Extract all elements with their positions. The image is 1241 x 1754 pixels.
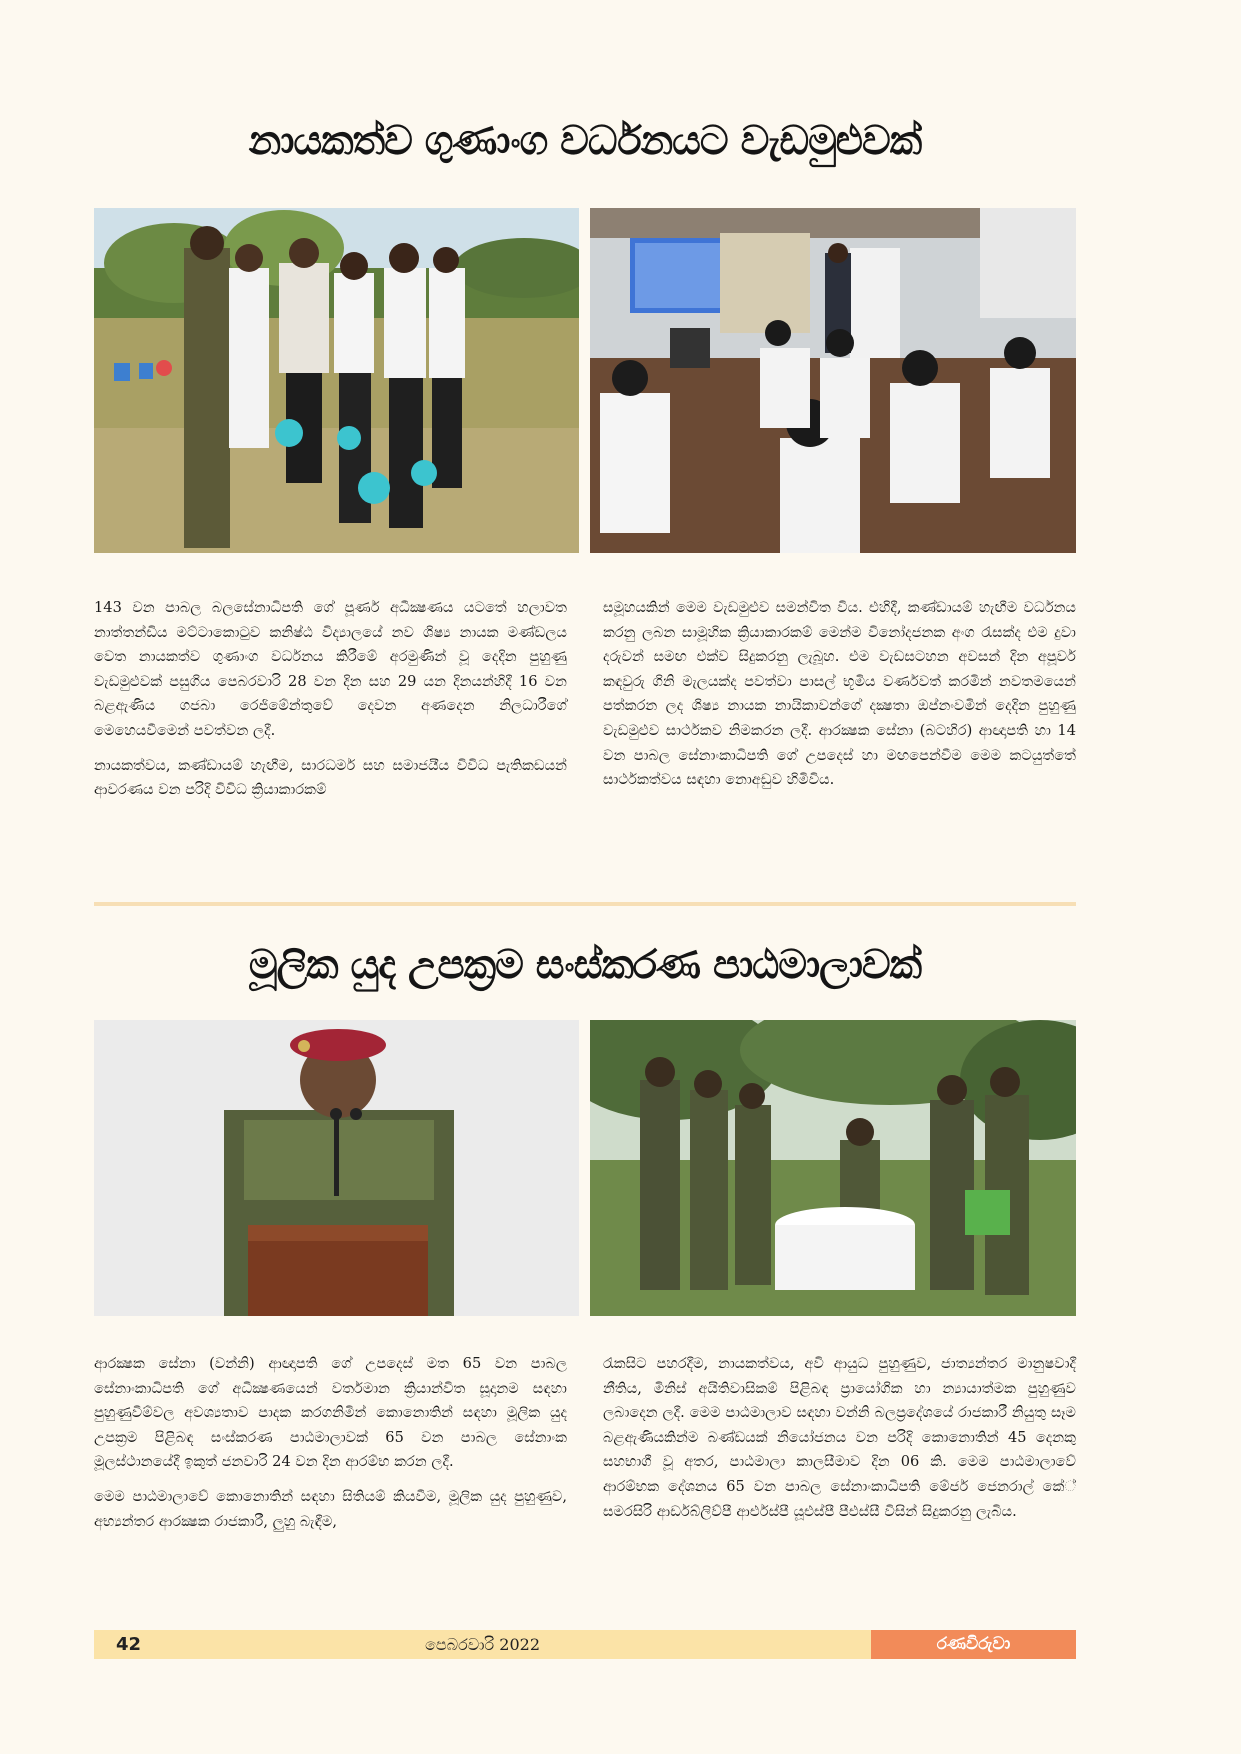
photo-field-training bbox=[590, 1020, 1076, 1316]
article1-paragraph: නායකත්වය, කණ්ඩායම් හැඟීම, සාරධර්ම සහ සමාජයීය විවිධ පැතිකඩයන් ආවරණය වන පරිදි විවිධ ක්‍රියාකාරකම් bbox=[94, 756, 567, 799]
page-footer bbox=[94, 1630, 1076, 1659]
section-divider bbox=[94, 902, 1076, 906]
photo-officer-speech bbox=[94, 1020, 579, 1316]
article1-paragraph: සමූහයකින් මෙම වැඩමුළුව සමන්විත විය. එහිදී, කණ්ඩායම් හැඟීම වර්ධනය කරනු ලබන සාමූහික ක්‍රියාකාරකම් මෙන්ම විනෝදජනක අංග රැසක්ද එම දුවා දරුවන් සමඟ එක්ව සිදුකරනු ලැබූහ. එම වැඩසටහන අවසන් දින අපූර්ව කඳවුරු ගිනි මැලයක්ද පවත්වා පාසල් භූමිය වර්ණවත් කරමින් නවතමයෙන් පත්කරන ලද ශිෂ්‍ය නායක නායිකාවන්ගේ දක්‍ෂතා ඔප්නංවමින් දෙදින පුහුණු වැඩමුළුව සාර්ථකව නිමකරන ලදී. ආරක්‍ෂක සේනා (බටහිර) ආඥාපති හා 14 වන පාබල සේනාංකාධිපති ගේ උපදෙස් හා මඟපෙන්වීම මෙම කටයුත්තේ සාර්ථකත්වය සඳහා නොඅඩුව හිමිවිය. bbox=[603, 599, 1076, 789]
issue-date: පෙබරවාරි 2022 bbox=[424, 1635, 541, 1654]
article2-title: මූලික යුද උපක්‍රම සංස්කරණ පාඨමාලාවක් bbox=[248, 942, 922, 988]
article1-paragraph: 143 වන පාබල බලසේනාධිපති ගේ පූර්ණ අධීක්‍ෂණය යටතේ හලාවත නාත්තන්ඩිය මට්ටාකොටුව කනිෂ්ඨ විද්‍යාලයේ නව ශිෂ්‍ය නායක මණ්ඩලය වෙත නායකත්ව ගුණාංග වර්ධනය කිරීමේ අරමුණින් වූ දෙදින පුහුණු වැඩමුළුවක් පසුගිය පෙබරවාරි 28 වන දින සහ 29 යන දිනයන්හිදී 16 වන බළඇණිය ගජබා රෙජිමේන්තුවේ දෙවන අණදෙන නිලධාරීගේ මෙහෙයවීමෙන් පවත්වන ලදී. bbox=[94, 599, 567, 739]
article1-title: නායකත්ව ගුණාංග වර්ධනයට වැඩමුළුවක් bbox=[248, 118, 922, 164]
magazine-brand: රණවිරුවා bbox=[871, 1630, 1076, 1659]
photo-outdoor-training bbox=[94, 208, 579, 553]
article2-paragraph: ආරක්‍ෂක සේනා (වන්නි) ආඥාපති ගේ උපදෙස් මත 65 වන පාබල සේනාංකාධිපති ගේ අධීක්‍ෂණයෙන් වර්තමාන ක්‍රියාන්විත සූදානම සඳහා පුහුණුවීම්වල අවශ්‍යතාව පාදක කරගනිමින් කොනොතින් සඳහා මූලික යුද උපක්‍රම පිළිබඳ සංස්කරණ පාඨමාලාවක් 65 වන පාබල සේනාංක මූලස්ථානයේදී ඉකුත් ජනවාරි 24 වන දින ආරම්භ කරන ලදී. bbox=[94, 1355, 567, 1471]
article1-column-right bbox=[603, 596, 1076, 803]
article2-paragraph: මෙම පාඨමාලාවේ කොනොතින් සඳහා සිතියම් කියවීම, මූලික යුද පුහුණුව, අභ්‍යන්තර ආරක්‍ෂක රාජකාරී, ලුහු බැඳීම, bbox=[94, 1487, 567, 1530]
page-number: 42 bbox=[116, 1634, 142, 1655]
photo-classroom-session bbox=[590, 208, 1076, 553]
article2-column-left bbox=[94, 1352, 567, 1544]
article2-column-right bbox=[603, 1352, 1076, 1534]
article1-column-left bbox=[94, 596, 567, 813]
article2-paragraph: රැකසිට පහරදීම, නායකත්වය, අවි ආයුධ පුහුණුව, ජාත්‍යන්තර මානුෂවාදී නීතිය, මිනිස් අයිතිවාසිකම් පිළිබඳ ප්‍රායෝගික හා න්‍යායාත්මක පුහුණුව ලබාදෙන ලදී. මෙම පාඨමාලාව සඳහා වන්නි බලප්‍රදේශයේ රාජකාරී නියුතු සෑම බළඇණියකින්ම බණ්ඩයක් නියෝජනය වන පරිදි කොනොතින් 45 දෙනකු සහභාගී වූ අතර, පාඨමාලා කාලසීමාව දින 06 කි. මෙම පාඨමාලාවේ ආරම්භක දේශනය 65 වන පාබල සේනාංකාධිපති මේජර් ජෙනරාල් කේ් සමරසිරි ආර්ඩබ්ලිව්පී ආර්එස්පී යූඑස්පී පීඑස්සී විසින් සිදුකරනු ලැබිය. bbox=[603, 1355, 1076, 1520]
